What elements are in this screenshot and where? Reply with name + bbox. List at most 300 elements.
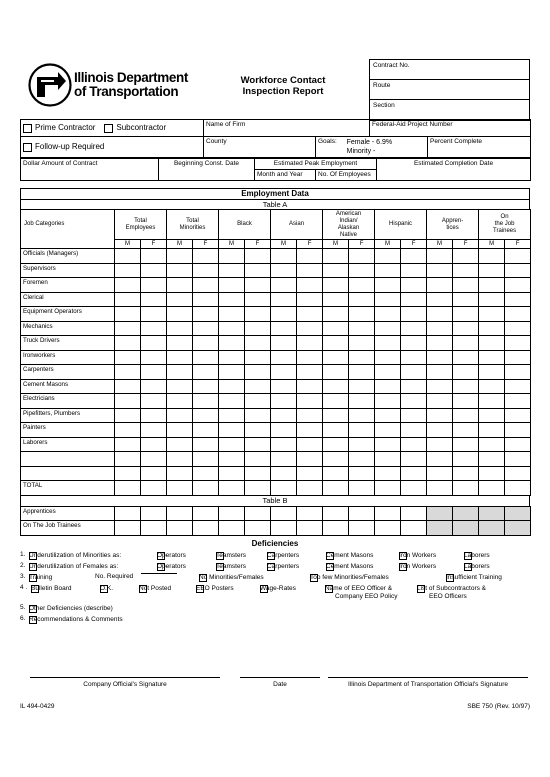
count-cell[interactable] bbox=[427, 307, 453, 322]
count-cell[interactable] bbox=[245, 521, 271, 536]
count-cell[interactable] bbox=[271, 365, 297, 380]
count-cell[interactable] bbox=[479, 408, 505, 423]
count-cell[interactable] bbox=[141, 307, 167, 322]
count-cell[interactable] bbox=[219, 336, 245, 351]
count-cell[interactable] bbox=[115, 423, 141, 438]
count-cell[interactable] bbox=[349, 506, 375, 521]
count-cell[interactable] bbox=[297, 292, 323, 307]
count-cell[interactable] bbox=[193, 263, 219, 278]
count-cell[interactable] bbox=[297, 336, 323, 351]
count-cell[interactable] bbox=[193, 249, 219, 264]
company-signature-line[interactable]: Company Official's Signature bbox=[30, 677, 220, 688]
count-cell[interactable] bbox=[323, 437, 349, 452]
count-cell[interactable] bbox=[271, 521, 297, 536]
county-field[interactable]: County bbox=[204, 137, 316, 158]
count-cell[interactable] bbox=[297, 437, 323, 452]
count-cell[interactable] bbox=[479, 350, 505, 365]
count-cell[interactable] bbox=[271, 321, 297, 336]
count-cell[interactable] bbox=[479, 307, 505, 322]
count-cell[interactable] bbox=[323, 423, 349, 438]
count-cell[interactable] bbox=[219, 506, 245, 521]
count-cell[interactable] bbox=[401, 336, 427, 351]
count-cell[interactable] bbox=[479, 437, 505, 452]
count-cell[interactable] bbox=[479, 365, 505, 380]
count-cell[interactable] bbox=[271, 307, 297, 322]
count-cell[interactable] bbox=[167, 278, 193, 293]
count-cell[interactable] bbox=[245, 452, 271, 467]
count-cell[interactable] bbox=[401, 452, 427, 467]
count-cell[interactable] bbox=[453, 408, 479, 423]
count-cell[interactable] bbox=[375, 292, 401, 307]
count-cell[interactable] bbox=[245, 263, 271, 278]
count-cell[interactable] bbox=[375, 321, 401, 336]
count-cell[interactable] bbox=[167, 466, 193, 481]
count-cell[interactable] bbox=[219, 321, 245, 336]
count-cell[interactable] bbox=[453, 466, 479, 481]
count-cell[interactable] bbox=[479, 466, 505, 481]
count-cell[interactable] bbox=[427, 321, 453, 336]
count-cell[interactable] bbox=[271, 336, 297, 351]
count-cell[interactable] bbox=[479, 321, 505, 336]
count-cell[interactable] bbox=[245, 481, 271, 496]
count-cell[interactable] bbox=[167, 379, 193, 394]
count-cell[interactable] bbox=[245, 394, 271, 409]
count-cell[interactable] bbox=[505, 423, 531, 438]
count-cell[interactable] bbox=[427, 423, 453, 438]
count-cell[interactable] bbox=[193, 521, 219, 536]
count-cell[interactable] bbox=[115, 292, 141, 307]
count-cell[interactable] bbox=[479, 336, 505, 351]
count-cell[interactable] bbox=[167, 292, 193, 307]
count-cell[interactable] bbox=[505, 307, 531, 322]
count-cell[interactable] bbox=[479, 278, 505, 293]
count-cell[interactable] bbox=[271, 423, 297, 438]
count-cell[interactable] bbox=[505, 365, 531, 380]
count-cell[interactable] bbox=[323, 506, 349, 521]
count-cell[interactable] bbox=[115, 263, 141, 278]
count-cell[interactable] bbox=[115, 307, 141, 322]
count-cell[interactable] bbox=[401, 394, 427, 409]
count-cell[interactable] bbox=[167, 321, 193, 336]
count-cell[interactable] bbox=[141, 292, 167, 307]
count-cell[interactable] bbox=[297, 452, 323, 467]
count-cell[interactable] bbox=[453, 437, 479, 452]
count-cell[interactable] bbox=[193, 278, 219, 293]
count-cell[interactable] bbox=[245, 466, 271, 481]
count-cell[interactable] bbox=[141, 408, 167, 423]
count-cell[interactable] bbox=[271, 466, 297, 481]
count-cell[interactable] bbox=[193, 452, 219, 467]
count-cell[interactable] bbox=[193, 466, 219, 481]
count-cell[interactable] bbox=[219, 481, 245, 496]
count-cell[interactable] bbox=[167, 452, 193, 467]
count-cell[interactable] bbox=[193, 394, 219, 409]
count-cell[interactable] bbox=[427, 394, 453, 409]
count-cell[interactable] bbox=[167, 521, 193, 536]
count-cell[interactable] bbox=[323, 292, 349, 307]
count-cell[interactable] bbox=[505, 321, 531, 336]
count-cell[interactable] bbox=[505, 394, 531, 409]
count-cell[interactable] bbox=[219, 408, 245, 423]
count-cell[interactable] bbox=[115, 249, 141, 264]
count-cell[interactable] bbox=[349, 350, 375, 365]
count-cell[interactable] bbox=[375, 466, 401, 481]
count-cell[interactable] bbox=[349, 263, 375, 278]
count-cell[interactable] bbox=[141, 278, 167, 293]
count-cell[interactable] bbox=[349, 278, 375, 293]
count-cell[interactable] bbox=[297, 394, 323, 409]
prime-contractor-checkbox[interactable] bbox=[23, 124, 32, 133]
count-cell[interactable] bbox=[349, 408, 375, 423]
date-signature-line[interactable]: Date bbox=[240, 677, 320, 688]
count-cell[interactable] bbox=[427, 481, 453, 496]
count-cell[interactable] bbox=[271, 408, 297, 423]
count-cell[interactable] bbox=[115, 481, 141, 496]
count-cell[interactable] bbox=[193, 437, 219, 452]
count-cell[interactable] bbox=[297, 408, 323, 423]
count-cell[interactable] bbox=[115, 521, 141, 536]
count-cell[interactable] bbox=[219, 452, 245, 467]
count-cell[interactable] bbox=[245, 321, 271, 336]
count-cell[interactable] bbox=[193, 423, 219, 438]
count-cell[interactable] bbox=[297, 481, 323, 496]
count-cell[interactable] bbox=[193, 336, 219, 351]
count-cell[interactable] bbox=[505, 466, 531, 481]
beginning-date-field[interactable]: Beginning Const. Date bbox=[159, 159, 255, 181]
count-cell[interactable] bbox=[297, 263, 323, 278]
name-of-firm-field[interactable]: Name of Firm bbox=[204, 120, 370, 137]
count-cell[interactable] bbox=[453, 423, 479, 438]
count-cell[interactable] bbox=[349, 292, 375, 307]
count-cell[interactable] bbox=[167, 394, 193, 409]
count-cell[interactable] bbox=[297, 249, 323, 264]
count-cell[interactable] bbox=[193, 350, 219, 365]
count-cell[interactable] bbox=[219, 394, 245, 409]
count-cell[interactable] bbox=[167, 263, 193, 278]
count-cell[interactable] bbox=[167, 336, 193, 351]
count-cell[interactable] bbox=[193, 481, 219, 496]
count-cell[interactable] bbox=[219, 423, 245, 438]
count-cell[interactable] bbox=[271, 263, 297, 278]
count-cell[interactable] bbox=[349, 423, 375, 438]
count-cell[interactable] bbox=[375, 249, 401, 264]
count-cell[interactable] bbox=[297, 321, 323, 336]
count-cell[interactable] bbox=[427, 437, 453, 452]
idot-signature-line[interactable]: Illinois Department of Transportation Official's Signature bbox=[328, 677, 528, 688]
count-cell[interactable] bbox=[349, 394, 375, 409]
count-cell[interactable] bbox=[115, 394, 141, 409]
count-cell[interactable] bbox=[505, 249, 531, 264]
count-cell[interactable] bbox=[453, 307, 479, 322]
count-cell[interactable] bbox=[193, 379, 219, 394]
count-cell[interactable] bbox=[427, 379, 453, 394]
count-cell[interactable] bbox=[323, 278, 349, 293]
count-cell[interactable] bbox=[323, 350, 349, 365]
count-cell[interactable] bbox=[401, 521, 427, 536]
count-cell[interactable] bbox=[479, 263, 505, 278]
count-cell[interactable] bbox=[271, 506, 297, 521]
count-cell[interactable] bbox=[349, 481, 375, 496]
count-cell[interactable] bbox=[427, 263, 453, 278]
count-cell[interactable] bbox=[141, 423, 167, 438]
count-cell[interactable] bbox=[427, 365, 453, 380]
count-cell[interactable] bbox=[323, 452, 349, 467]
count-cell[interactable] bbox=[427, 278, 453, 293]
count-cell[interactable] bbox=[375, 521, 401, 536]
count-cell[interactable] bbox=[141, 350, 167, 365]
count-cell[interactable] bbox=[401, 350, 427, 365]
count-cell[interactable] bbox=[349, 437, 375, 452]
count-cell[interactable] bbox=[141, 263, 167, 278]
count-cell[interactable] bbox=[401, 307, 427, 322]
count-cell[interactable] bbox=[427, 466, 453, 481]
count-cell[interactable] bbox=[401, 263, 427, 278]
count-cell[interactable] bbox=[323, 263, 349, 278]
count-cell[interactable] bbox=[271, 452, 297, 467]
count-cell[interactable] bbox=[349, 379, 375, 394]
count-cell[interactable] bbox=[271, 249, 297, 264]
subcontractor-checkbox[interactable] bbox=[104, 124, 113, 133]
count-cell[interactable] bbox=[349, 365, 375, 380]
followup-checkbox[interactable] bbox=[23, 143, 32, 152]
count-cell[interactable] bbox=[375, 408, 401, 423]
count-cell[interactable] bbox=[245, 336, 271, 351]
count-cell[interactable] bbox=[193, 292, 219, 307]
count-cell[interactable] bbox=[167, 408, 193, 423]
count-cell[interactable] bbox=[453, 321, 479, 336]
count-cell[interactable] bbox=[323, 481, 349, 496]
count-cell[interactable] bbox=[141, 321, 167, 336]
count-cell[interactable] bbox=[297, 466, 323, 481]
count-cell[interactable] bbox=[453, 249, 479, 264]
contract-no-field[interactable]: Contract No. bbox=[370, 60, 529, 80]
count-cell[interactable] bbox=[505, 292, 531, 307]
count-cell[interactable] bbox=[453, 379, 479, 394]
count-cell[interactable] bbox=[323, 365, 349, 380]
count-cell[interactable] bbox=[453, 292, 479, 307]
count-cell[interactable] bbox=[375, 307, 401, 322]
count-cell[interactable] bbox=[401, 365, 427, 380]
count-cell[interactable] bbox=[375, 263, 401, 278]
count-cell[interactable] bbox=[245, 249, 271, 264]
count-cell[interactable] bbox=[115, 379, 141, 394]
count-cell[interactable] bbox=[479, 423, 505, 438]
count-cell[interactable] bbox=[401, 379, 427, 394]
count-cell[interactable] bbox=[219, 365, 245, 380]
count-cell[interactable] bbox=[245, 379, 271, 394]
count-cell[interactable] bbox=[141, 506, 167, 521]
count-cell[interactable] bbox=[453, 350, 479, 365]
count-cell[interactable] bbox=[323, 394, 349, 409]
count-cell[interactable] bbox=[219, 249, 245, 264]
count-cell[interactable] bbox=[401, 437, 427, 452]
count-cell[interactable] bbox=[323, 408, 349, 423]
count-cell[interactable] bbox=[245, 506, 271, 521]
count-cell[interactable] bbox=[375, 278, 401, 293]
count-cell[interactable] bbox=[271, 481, 297, 496]
count-cell[interactable] bbox=[219, 521, 245, 536]
count-cell[interactable] bbox=[297, 506, 323, 521]
count-cell[interactable] bbox=[505, 336, 531, 351]
count-cell[interactable] bbox=[297, 350, 323, 365]
count-cell[interactable] bbox=[141, 379, 167, 394]
count-cell[interactable] bbox=[141, 437, 167, 452]
count-cell[interactable] bbox=[193, 506, 219, 521]
count-cell[interactable] bbox=[401, 278, 427, 293]
count-cell[interactable] bbox=[297, 423, 323, 438]
count-cell[interactable] bbox=[219, 379, 245, 394]
count-cell[interactable] bbox=[193, 408, 219, 423]
count-cell[interactable] bbox=[219, 307, 245, 322]
month-year-field[interactable]: Month and Year bbox=[255, 170, 316, 181]
count-cell[interactable] bbox=[375, 481, 401, 496]
count-cell[interactable] bbox=[453, 278, 479, 293]
count-cell[interactable] bbox=[271, 292, 297, 307]
count-cell[interactable] bbox=[323, 336, 349, 351]
count-cell[interactable] bbox=[219, 263, 245, 278]
count-cell[interactable] bbox=[271, 437, 297, 452]
count-cell[interactable] bbox=[349, 452, 375, 467]
count-cell[interactable] bbox=[505, 278, 531, 293]
count-cell[interactable] bbox=[245, 408, 271, 423]
count-cell[interactable] bbox=[167, 506, 193, 521]
count-cell[interactable] bbox=[193, 365, 219, 380]
count-cell[interactable] bbox=[115, 466, 141, 481]
count-cell[interactable] bbox=[401, 249, 427, 264]
dollar-amount-field[interactable]: Dollar Amount of Contract bbox=[21, 159, 159, 181]
count-cell[interactable] bbox=[349, 321, 375, 336]
count-cell[interactable] bbox=[427, 408, 453, 423]
count-cell[interactable] bbox=[115, 437, 141, 452]
count-cell[interactable] bbox=[375, 379, 401, 394]
count-cell[interactable] bbox=[323, 249, 349, 264]
count-cell[interactable] bbox=[401, 408, 427, 423]
count-cell[interactable] bbox=[167, 249, 193, 264]
count-cell[interactable] bbox=[453, 452, 479, 467]
route-field[interactable]: Route bbox=[370, 80, 529, 100]
count-cell[interactable] bbox=[401, 292, 427, 307]
count-cell[interactable] bbox=[271, 394, 297, 409]
count-cell[interactable] bbox=[375, 350, 401, 365]
count-cell[interactable] bbox=[323, 521, 349, 536]
count-cell[interactable] bbox=[505, 481, 531, 496]
count-cell[interactable] bbox=[427, 336, 453, 351]
count-cell[interactable] bbox=[479, 249, 505, 264]
count-cell[interactable] bbox=[297, 307, 323, 322]
count-cell[interactable] bbox=[193, 307, 219, 322]
count-cell[interactable] bbox=[115, 506, 141, 521]
count-cell[interactable] bbox=[479, 394, 505, 409]
count-cell[interactable] bbox=[323, 321, 349, 336]
count-cell[interactable] bbox=[245, 423, 271, 438]
count-cell[interactable] bbox=[297, 278, 323, 293]
count-cell[interactable] bbox=[479, 481, 505, 496]
count-cell[interactable] bbox=[349, 336, 375, 351]
count-cell[interactable] bbox=[141, 481, 167, 496]
count-cell[interactable] bbox=[297, 521, 323, 536]
no-employees-field[interactable]: No. Of Employees bbox=[316, 170, 377, 181]
count-cell[interactable] bbox=[479, 379, 505, 394]
count-cell[interactable] bbox=[297, 379, 323, 394]
count-cell[interactable] bbox=[271, 350, 297, 365]
count-cell[interactable] bbox=[245, 292, 271, 307]
count-cell[interactable] bbox=[323, 466, 349, 481]
count-cell[interactable] bbox=[505, 452, 531, 467]
count-cell[interactable] bbox=[115, 278, 141, 293]
count-cell[interactable] bbox=[167, 365, 193, 380]
count-cell[interactable] bbox=[219, 437, 245, 452]
count-cell[interactable] bbox=[375, 437, 401, 452]
count-cell[interactable] bbox=[505, 263, 531, 278]
count-cell[interactable] bbox=[141, 336, 167, 351]
count-cell[interactable] bbox=[245, 278, 271, 293]
count-cell[interactable] bbox=[271, 379, 297, 394]
count-cell[interactable] bbox=[219, 292, 245, 307]
count-cell[interactable] bbox=[115, 365, 141, 380]
count-cell[interactable] bbox=[167, 481, 193, 496]
count-cell[interactable] bbox=[245, 307, 271, 322]
count-cell[interactable] bbox=[453, 394, 479, 409]
count-cell[interactable] bbox=[453, 336, 479, 351]
count-cell[interactable] bbox=[141, 466, 167, 481]
count-cell[interactable] bbox=[349, 521, 375, 536]
count-cell[interactable] bbox=[505, 408, 531, 423]
count-cell[interactable] bbox=[167, 423, 193, 438]
count-cell[interactable] bbox=[115, 350, 141, 365]
count-cell[interactable] bbox=[427, 452, 453, 467]
count-cell[interactable] bbox=[401, 321, 427, 336]
count-cell[interactable] bbox=[141, 365, 167, 380]
count-cell[interactable] bbox=[219, 466, 245, 481]
count-cell[interactable] bbox=[349, 466, 375, 481]
count-cell[interactable] bbox=[479, 452, 505, 467]
count-cell[interactable] bbox=[427, 249, 453, 264]
count-cell[interactable] bbox=[505, 379, 531, 394]
section-field[interactable]: Section bbox=[373, 102, 395, 109]
count-cell[interactable] bbox=[193, 321, 219, 336]
count-cell[interactable] bbox=[427, 292, 453, 307]
count-cell[interactable] bbox=[323, 307, 349, 322]
count-cell[interactable] bbox=[349, 249, 375, 264]
no-required-input[interactable] bbox=[141, 573, 177, 574]
federal-aid-field[interactable]: Federal-Aid Project Number bbox=[370, 120, 531, 137]
count-cell[interactable] bbox=[219, 278, 245, 293]
count-cell[interactable] bbox=[401, 481, 427, 496]
count-cell[interactable] bbox=[375, 423, 401, 438]
count-cell[interactable] bbox=[141, 249, 167, 264]
count-cell[interactable] bbox=[115, 452, 141, 467]
count-cell[interactable] bbox=[245, 437, 271, 452]
count-cell[interactable] bbox=[141, 452, 167, 467]
count-cell[interactable] bbox=[115, 336, 141, 351]
count-cell[interactable] bbox=[297, 365, 323, 380]
count-cell[interactable] bbox=[245, 365, 271, 380]
count-cell[interactable] bbox=[505, 437, 531, 452]
count-cell[interactable] bbox=[505, 350, 531, 365]
count-cell[interactable] bbox=[167, 437, 193, 452]
count-cell[interactable] bbox=[401, 466, 427, 481]
count-cell[interactable] bbox=[453, 263, 479, 278]
count-cell[interactable] bbox=[219, 350, 245, 365]
count-cell[interactable] bbox=[453, 365, 479, 380]
percent-complete-field[interactable]: Percent Complete bbox=[428, 137, 531, 158]
count-cell[interactable] bbox=[375, 506, 401, 521]
count-cell[interactable] bbox=[115, 408, 141, 423]
count-cell[interactable] bbox=[375, 365, 401, 380]
count-cell[interactable] bbox=[427, 350, 453, 365]
count-cell[interactable] bbox=[141, 521, 167, 536]
count-cell[interactable] bbox=[141, 394, 167, 409]
